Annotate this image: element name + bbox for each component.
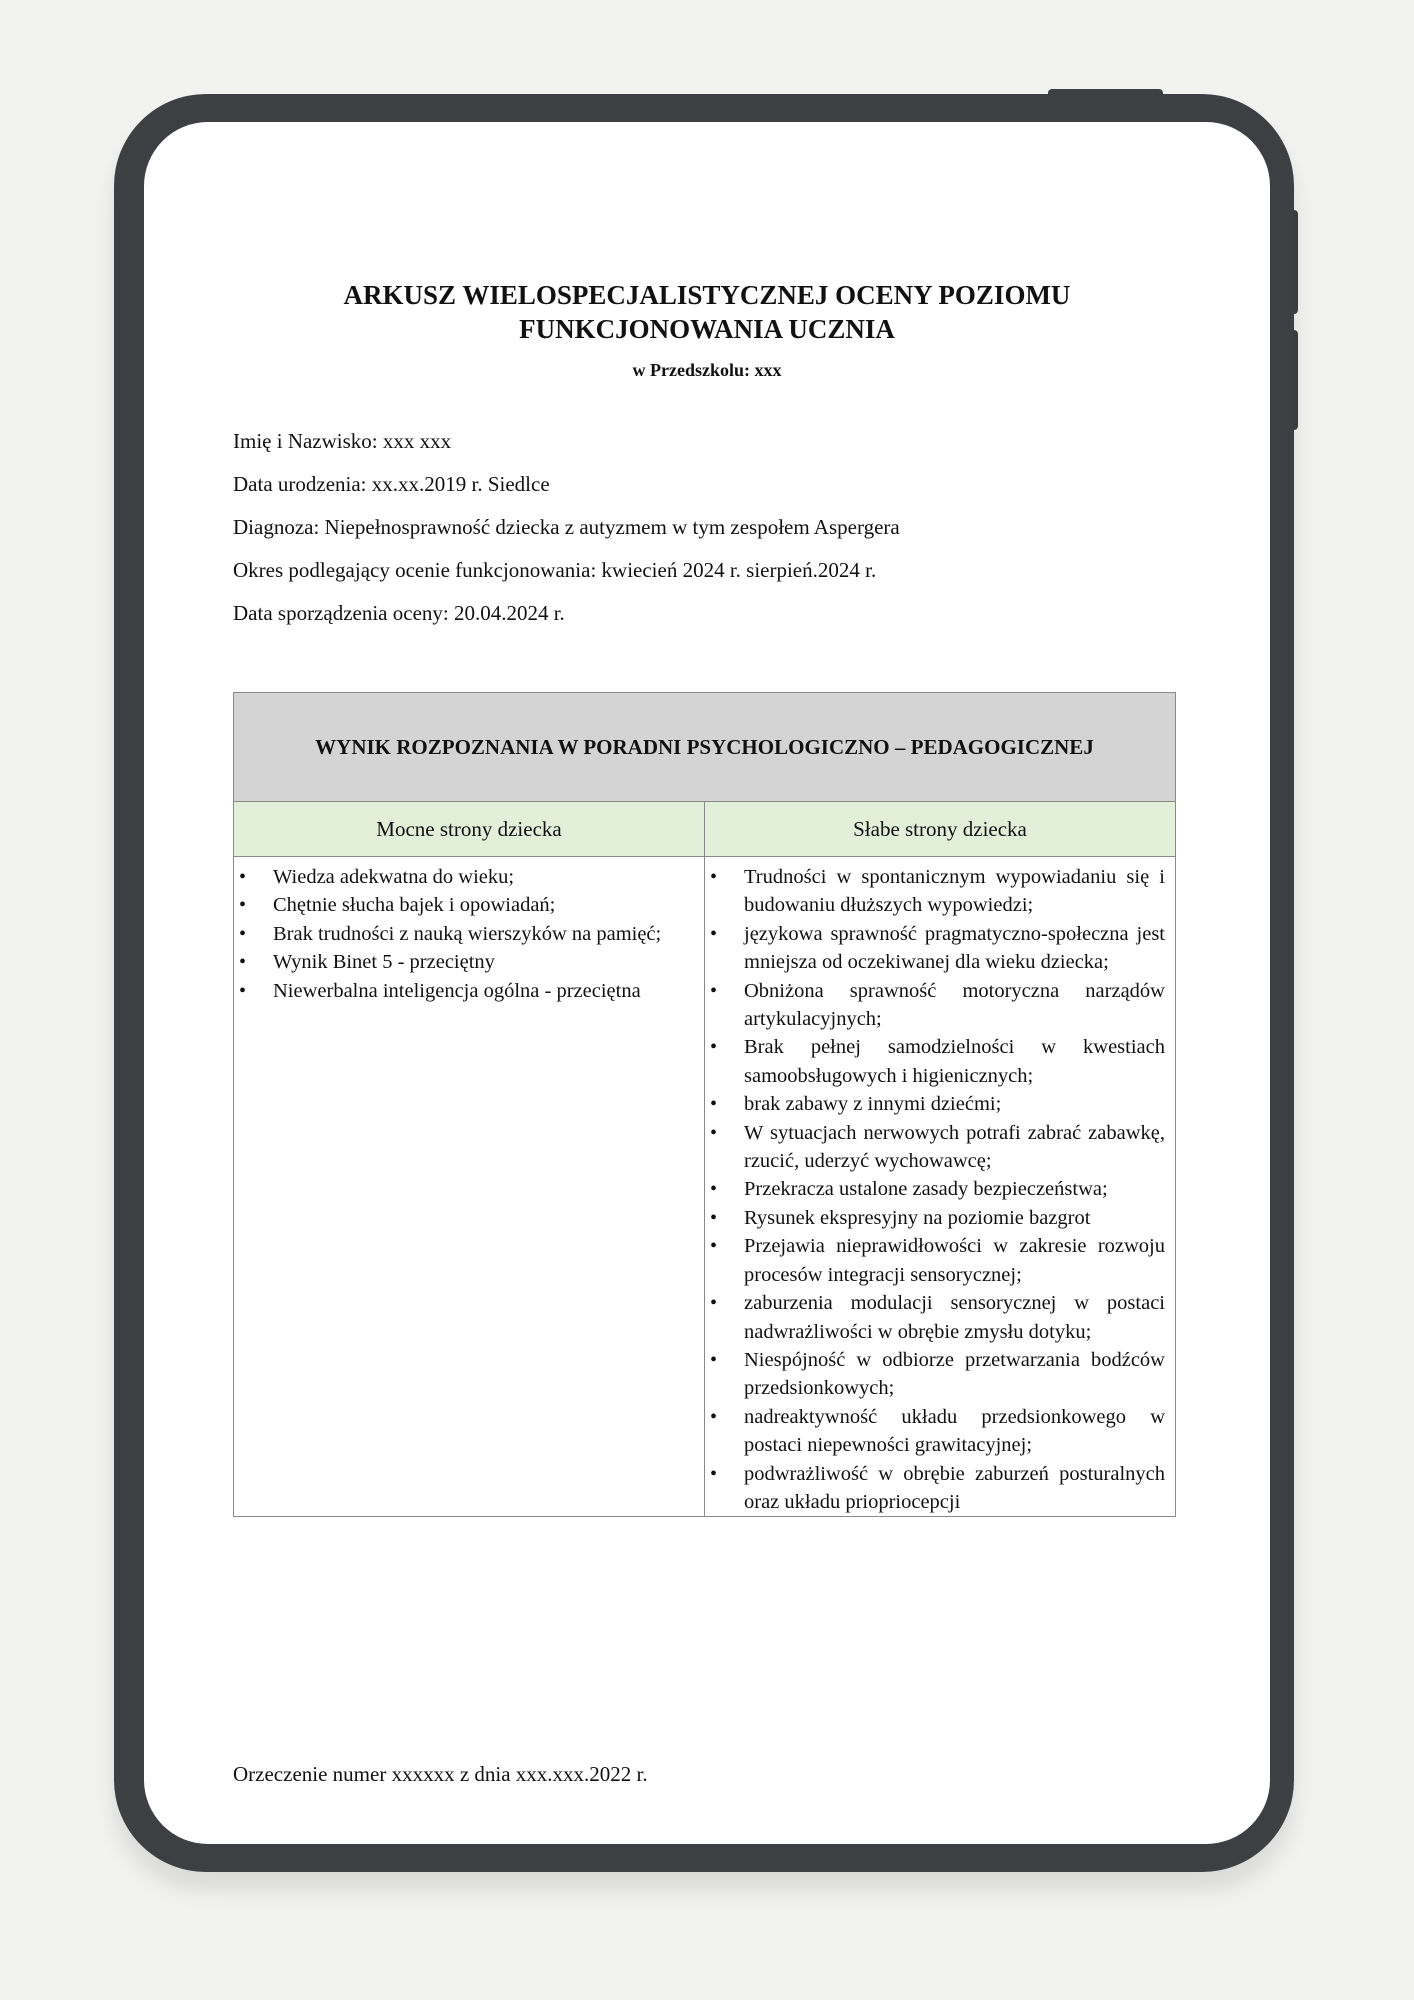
list-item: • Przejawia nieprawidłowości w zakresie rozwoju procesów integracji sensorycznej; — [744, 1232, 1165, 1289]
field-birth-date: Data urodzenia: xx.xx.2019 r. Siedlce — [233, 472, 550, 496]
list-item: • Wynik Binet 5 - przeciętny — [273, 948, 694, 976]
list-item: • Brak pełnej samodzielności w kwestiach samoobsługowych i higienicznych; — [744, 1033, 1165, 1090]
list-item: • W sytuacjach nerwowych potrafi zabrać zabawkę, rzucić, uderzyć wychowawcę; — [744, 1119, 1165, 1176]
tablet-screen — [144, 122, 1270, 1844]
weaknesses-list — [705, 857, 1175, 1516]
field-assessment-date: Data sporządzenia oceny: 20.04.2024 r. — [233, 601, 565, 625]
strengths-column-header: Mocne strony dziecka — [234, 802, 705, 857]
weaknesses-cell — [705, 857, 1176, 1517]
list-item: • Wiedza adekwatna do wieku; — [273, 863, 694, 891]
field-name: Imię i Nazwisko: xxx xxx — [233, 429, 452, 453]
document-title-line-2: FUNKCJONOWANIA UCZNIA — [519, 314, 895, 344]
list-item: • nadreaktywność układu przedsionkowego w postaci niepewności grawitacyjnej; — [744, 1403, 1165, 1460]
list-item: • brak zabawy z innymi dziećmi; — [744, 1090, 1165, 1118]
list-item: • Rysunek ekspresyjny na poziomie bazgrot — [744, 1204, 1165, 1232]
list-item: • Trudności w spontanicznym wypowiadaniu się i budowaniu dłuższych wypowiedzi; — [744, 863, 1165, 920]
list-item: • językowa sprawność pragmatyczno-społeczna jest mniejsza od oczekiwanej dla wieku dziecka; — [744, 920, 1165, 977]
document-title-line-1: ARKUSZ WIELOSPECJALISTYCZNEJ OCENY POZIOMU — [343, 280, 1071, 310]
document-title — [144, 278, 1270, 346]
document-subtitle: w Przedszkolu: xxx — [632, 360, 782, 380]
list-item: • Przekracza ustalone zasady bezpieczeństwa; — [744, 1175, 1165, 1203]
list-item: • Obniżona sprawność motoryczna narządów artykulacyjnych; — [744, 977, 1165, 1034]
diagnosis-result-table — [233, 692, 1176, 1517]
field-diagnosis: Diagnoza: Niepełnosprawność dziecka z autyzmem w tym zespołem Aspergera — [233, 515, 900, 539]
document-page — [144, 122, 1270, 1844]
ruling-footer: Orzeczenie numer xxxxxx z dnia xxx.xxx.2022 r. — [233, 1762, 648, 1786]
list-item: • Niewerbalna inteligencja ogólna - przeciętna — [273, 977, 694, 1005]
list-item: • Chętnie słucha bajek i opowiadań; — [273, 891, 694, 919]
list-item: • podwrażliwość w obrębie zaburzeń posturalnych oraz układu priopriocepcji — [744, 1460, 1165, 1517]
weaknesses-column-header: Słabe strony dziecka — [705, 802, 1176, 857]
list-item: • zaburzenia modulacji sensorycznej w postaci nadwrażliwości w obrębie zmysłu dotyku; — [744, 1289, 1165, 1346]
strengths-cell — [234, 857, 705, 1517]
list-item: • Niespójność w odbiorze przetwarzania bodźców przedsionkowych; — [744, 1346, 1165, 1403]
strengths-list — [234, 857, 704, 1005]
field-assessment-period: Okres podlegający ocenie funkcjonowania: kwiecień 2024 r. sierpień.2024 r. — [233, 558, 877, 582]
table-header: WYNIK ROZPOZNANIA W PORADNI PSYCHOLOGICZNO – PEDAGOGICZNEJ — [234, 693, 1176, 802]
list-item: • Brak trudności z nauką wierszyków na pamięć; — [273, 920, 694, 948]
